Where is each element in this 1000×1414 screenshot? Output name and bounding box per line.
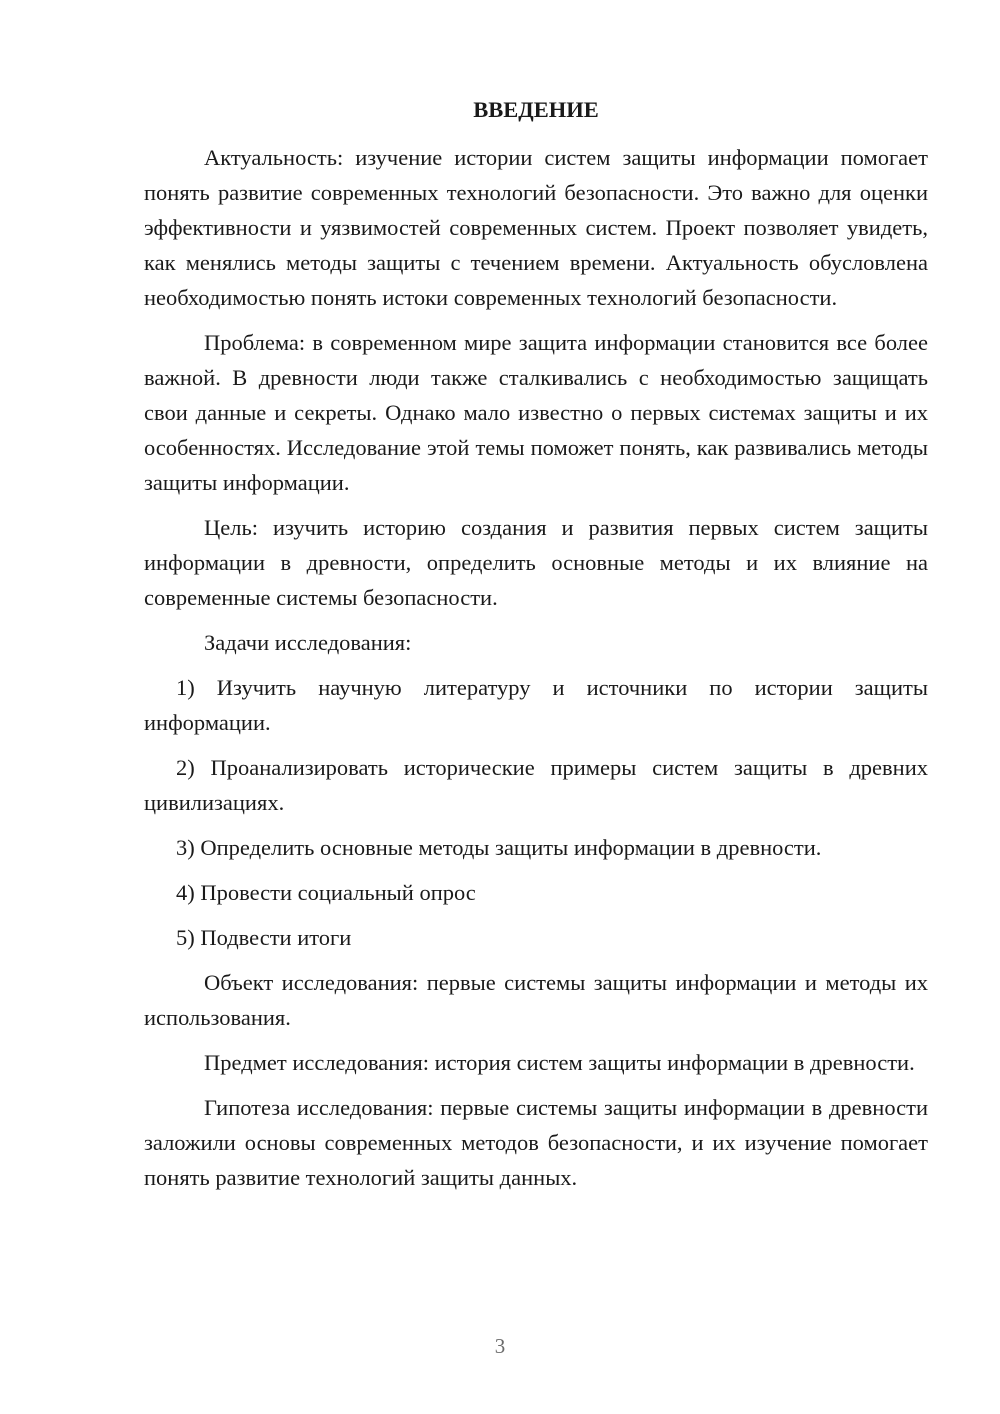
task-item-5: 5) Подвести итоги (176, 925, 352, 950)
task-item-4: 4) Провести социальный опрос (176, 880, 476, 905)
page-number: 3 (494, 1334, 506, 1358)
subject-paragraph: Предмет исследования: история систем защиты информации в древности. (204, 1050, 915, 1075)
page-content (144, 95, 928, 1205)
problem-paragraph: Проблема: в современном мире защита информации становится все более важной. В древности люди также сталкивались с необходимостью защищать свои данные и секреты. Однако мало известно о первых системах защиты и их особенностях. Исследование этой темы поможет понять, как развивались методы защиты информации. (144, 330, 928, 495)
page-title: ВВЕДЕНИЕ (473, 97, 599, 122)
tasks-heading: Задачи исследования: (204, 630, 412, 655)
task-item-2: 2) Проанализировать исторические примеры систем защиты в древних цивилизациях. (144, 755, 928, 815)
hypothesis-paragraph: Гипотеза исследования: первые системы защиты информации в древности заложили основы современных методов безопасности, и их изучение помогает понять развитие технологий защиты данных. (144, 1095, 928, 1190)
object-paragraph: Объект исследования: первые системы защиты информации и методы их использования. (144, 970, 928, 1030)
goal-paragraph: Цель: изучить историю создания и развития первых систем защиты информации в древности, определить основные методы и их влияние на современные системы безопасности. (144, 515, 928, 610)
task-item-1: 1) Изучить научную литературу и источники по истории защиты информации. (144, 675, 928, 735)
task-item-3: 3) Определить основные методы защиты информации в древности. (176, 835, 822, 860)
relevance-paragraph: Актуальность: изучение истории систем защиты информации помогает понять развитие современных технологий безопасности. Это важно для оценки эффективности и уязвимостей современных систем. Проект позволяет увидеть, как менялись методы защиты с течением времени. Актуальность обусловлена необходимостью понять истоки современных технологий безопасности. (144, 145, 928, 310)
tasks-list (144, 670, 928, 955)
